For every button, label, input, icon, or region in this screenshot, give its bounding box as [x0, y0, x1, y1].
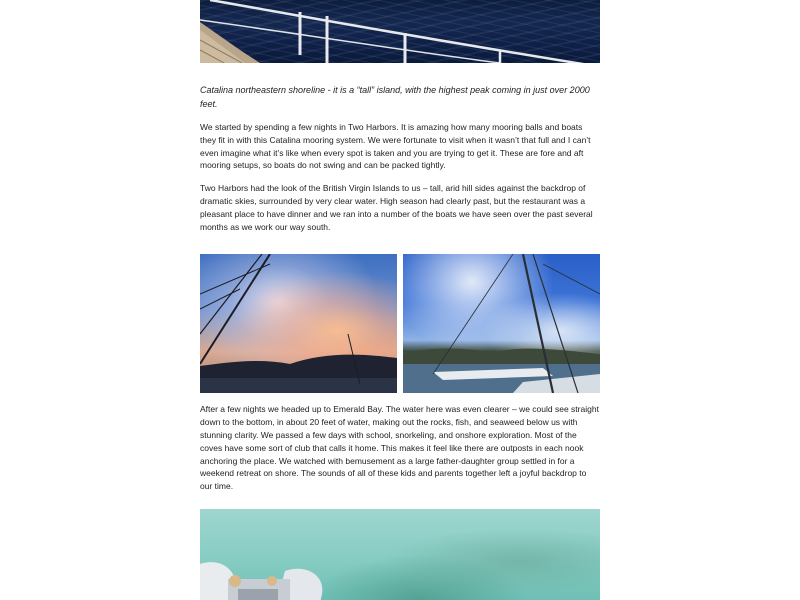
paragraph-british-virgin-islands: Two Harbors had the look of the British Virgin Islands to us – tall, arid hill sides against the backdrop of dramatic skies, surrounded by very clear water. High season had clearly past, but the restaurant was a pleasant place to have dinner and we ran into a number of the boats we have seen over the past several months as we work our way south.	[200, 183, 593, 232]
paragraph-two-harbors: We started by spending a few nights in Two Harbors. It is amazing how many mooring balls and boats they fit in with this Catalina mooring system. We were fortunate to visit when it wasn’t that full and I can’t even imagine what it’s like when every spot is taken and you are trying to get it. These are fore and aft mooring setups, so boats do not swing and can be packed tightly.	[200, 122, 591, 171]
paragraph-emerald-bay: After a few nights we headed up to Emerald Bay. The water here was even clearer – we could see straight down to the bottom, in about 20 feet of water, making out the rocks, fish, and seaweed below us with stunning clarity. We passed a few days with school, snorkeling, and onshore exploration. Most of the coves have some sort of club that calls it home. This makes it feel like there are outposts in each nook anchoring the place. We watched with bemusement as a large father-daughter group settled in for a weekend retreat on shore. The sounds of all of these kids and parents together left a joyful backdrop to our time.	[200, 404, 599, 492]
sunset-sky-photo	[200, 254, 397, 393]
photo-gallery	[200, 254, 600, 393]
mast-blue-sky-photo	[403, 254, 600, 393]
blog-article	[200, 0, 600, 600]
boat-railing-graphic	[200, 0, 600, 63]
hero-photo	[200, 0, 600, 63]
dinghy-clear-water-photo	[200, 509, 600, 600]
photo-caption: Catalina northeastern shoreline - it is a “tall” island, with the highest peak coming in just over 2000 feet.	[200, 85, 590, 109]
